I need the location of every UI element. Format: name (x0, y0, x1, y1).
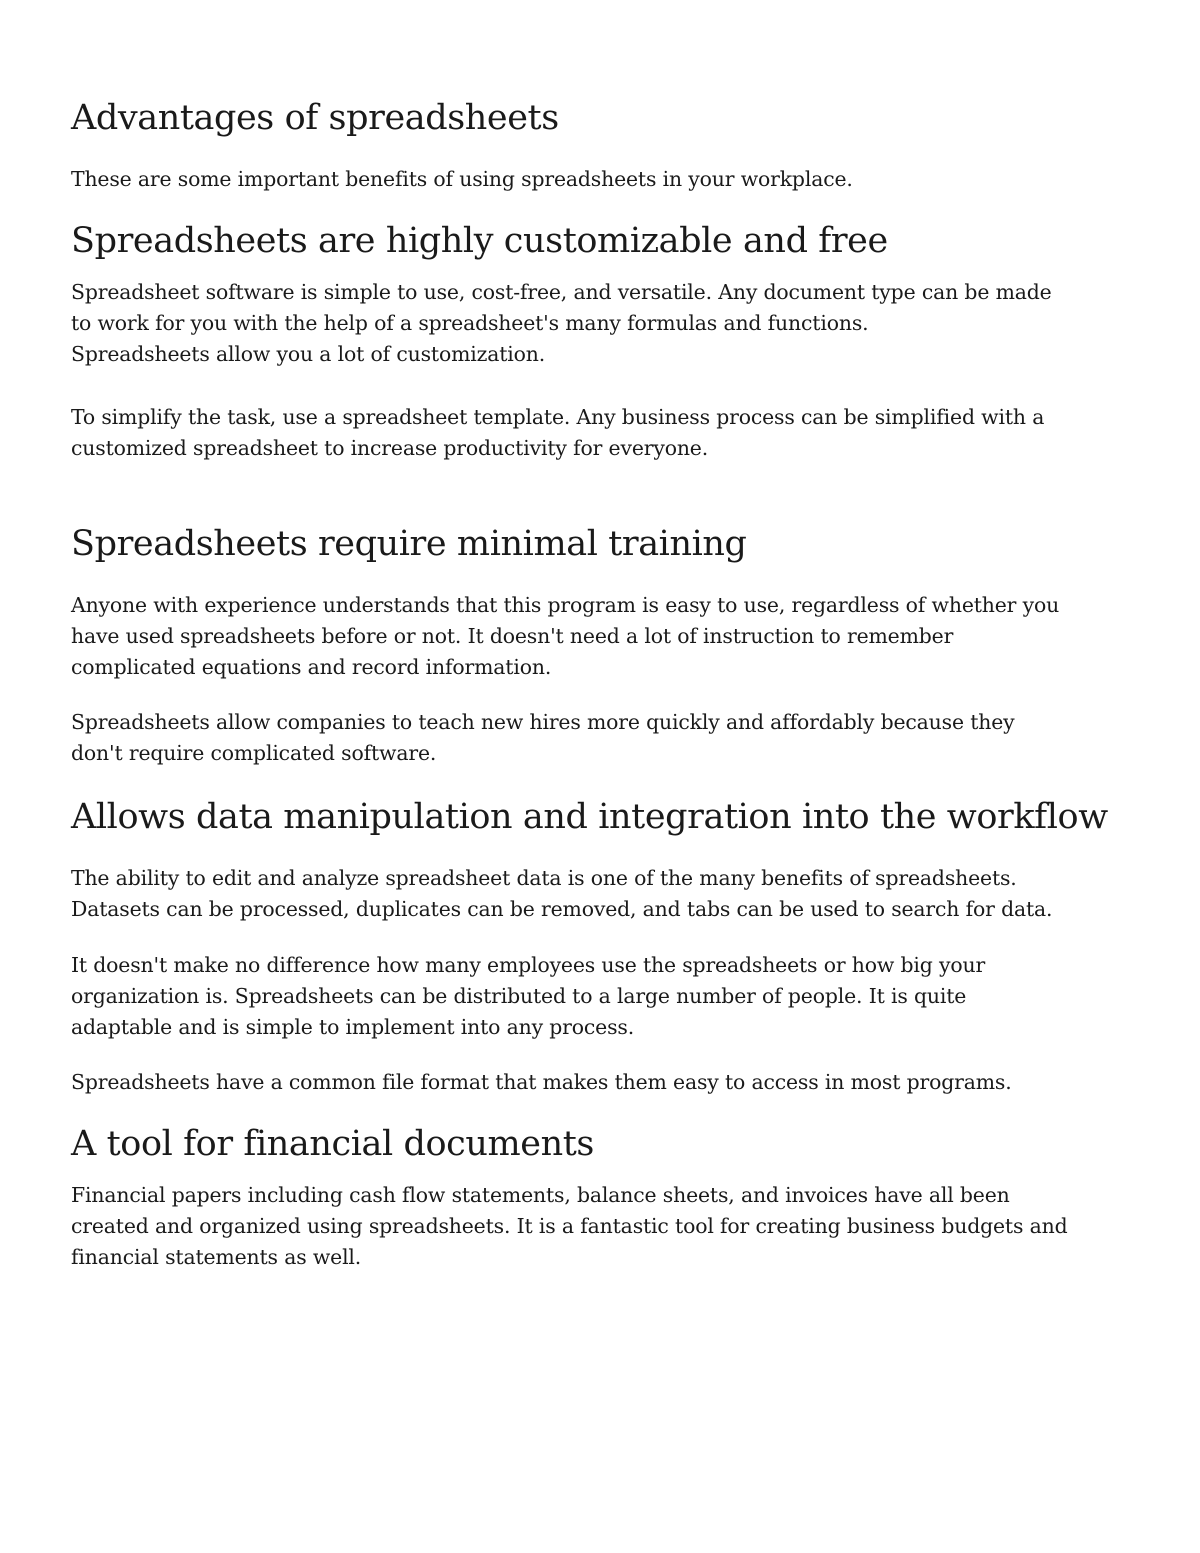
paragraph-line: to work for you with the help of a spreadsheet's many formulas and functions. (71, 311, 869, 335)
paragraph-line: have used spreadsheets before or not. It doesn't need a lot of instruction to remember (71, 624, 954, 648)
paragraph-line: complicated equations and record information. (71, 655, 552, 679)
paragraph-line: don't require complicated software. (71, 741, 437, 765)
section-heading: A tool for financial documents (71, 1124, 594, 1164)
paragraph-line: It doesn't make no difference how many employees use the spreadsheets or how big your (71, 953, 986, 977)
section-paragraph (71, 863, 1131, 925)
page-title: Advantages of spreadsheets (71, 98, 559, 138)
paragraph-line: adaptable and is simple to implement into any process. (71, 1015, 635, 1039)
paragraph-line: Spreadsheets allow you a lot of customization. (71, 342, 546, 366)
section-paragraph (71, 1180, 1131, 1273)
section-paragraph (71, 590, 1131, 683)
section-paragraph (71, 1067, 1131, 1098)
section-paragraph (71, 950, 1131, 1043)
paragraph-line: Spreadsheets allow companies to teach new hires more quickly and affordably because they (71, 710, 1015, 734)
paragraph-line: Financial papers including cash flow statements, balance sheets, and invoices have all been (71, 1183, 1010, 1207)
section-heading: Spreadsheets require minimal training (71, 524, 747, 564)
paragraph-line: Spreadsheets have a common file format that makes them easy to access in most programs. (71, 1070, 1012, 1094)
paragraph-line: created and organized using spreadsheets. It is a fantastic tool for creating business budgets and (71, 1214, 1068, 1238)
paragraph-line: financial statements as well. (71, 1245, 362, 1269)
paragraph-line: The ability to edit and analyze spreadsheet data is one of the many benefits of spreadsheets. (71, 866, 1017, 890)
paragraph-line: Datasets can be processed, duplicates can be removed, and tabs can be used to search for data. (71, 897, 1053, 921)
section-paragraph (71, 707, 1131, 769)
section-paragraph (71, 277, 1131, 370)
section-heading: Spreadsheets are highly customizable and free (71, 221, 888, 261)
paragraph-line: To simplify the task, use a spreadsheet template. Any business process can be simplified with a (71, 405, 1045, 429)
section-paragraph (71, 402, 1131, 464)
paragraph-line: Anyone with experience understands that this program is easy to use, regardless of whether you (71, 593, 1060, 617)
paragraph-line: organization is. Spreadsheets can be distributed to a large number of people. It is quite (71, 984, 967, 1008)
paragraph-line: customized spreadsheet to increase productivity for everyone. (71, 436, 709, 460)
intro-paragraph: These are some important benefits of using spreadsheets in your workplace. (71, 167, 853, 191)
section-heading: Allows data manipulation and integration into the workflow (71, 797, 1108, 837)
paragraph-line: Spreadsheet software is simple to use, cost-free, and versatile. Any document type can be made (71, 280, 1052, 304)
